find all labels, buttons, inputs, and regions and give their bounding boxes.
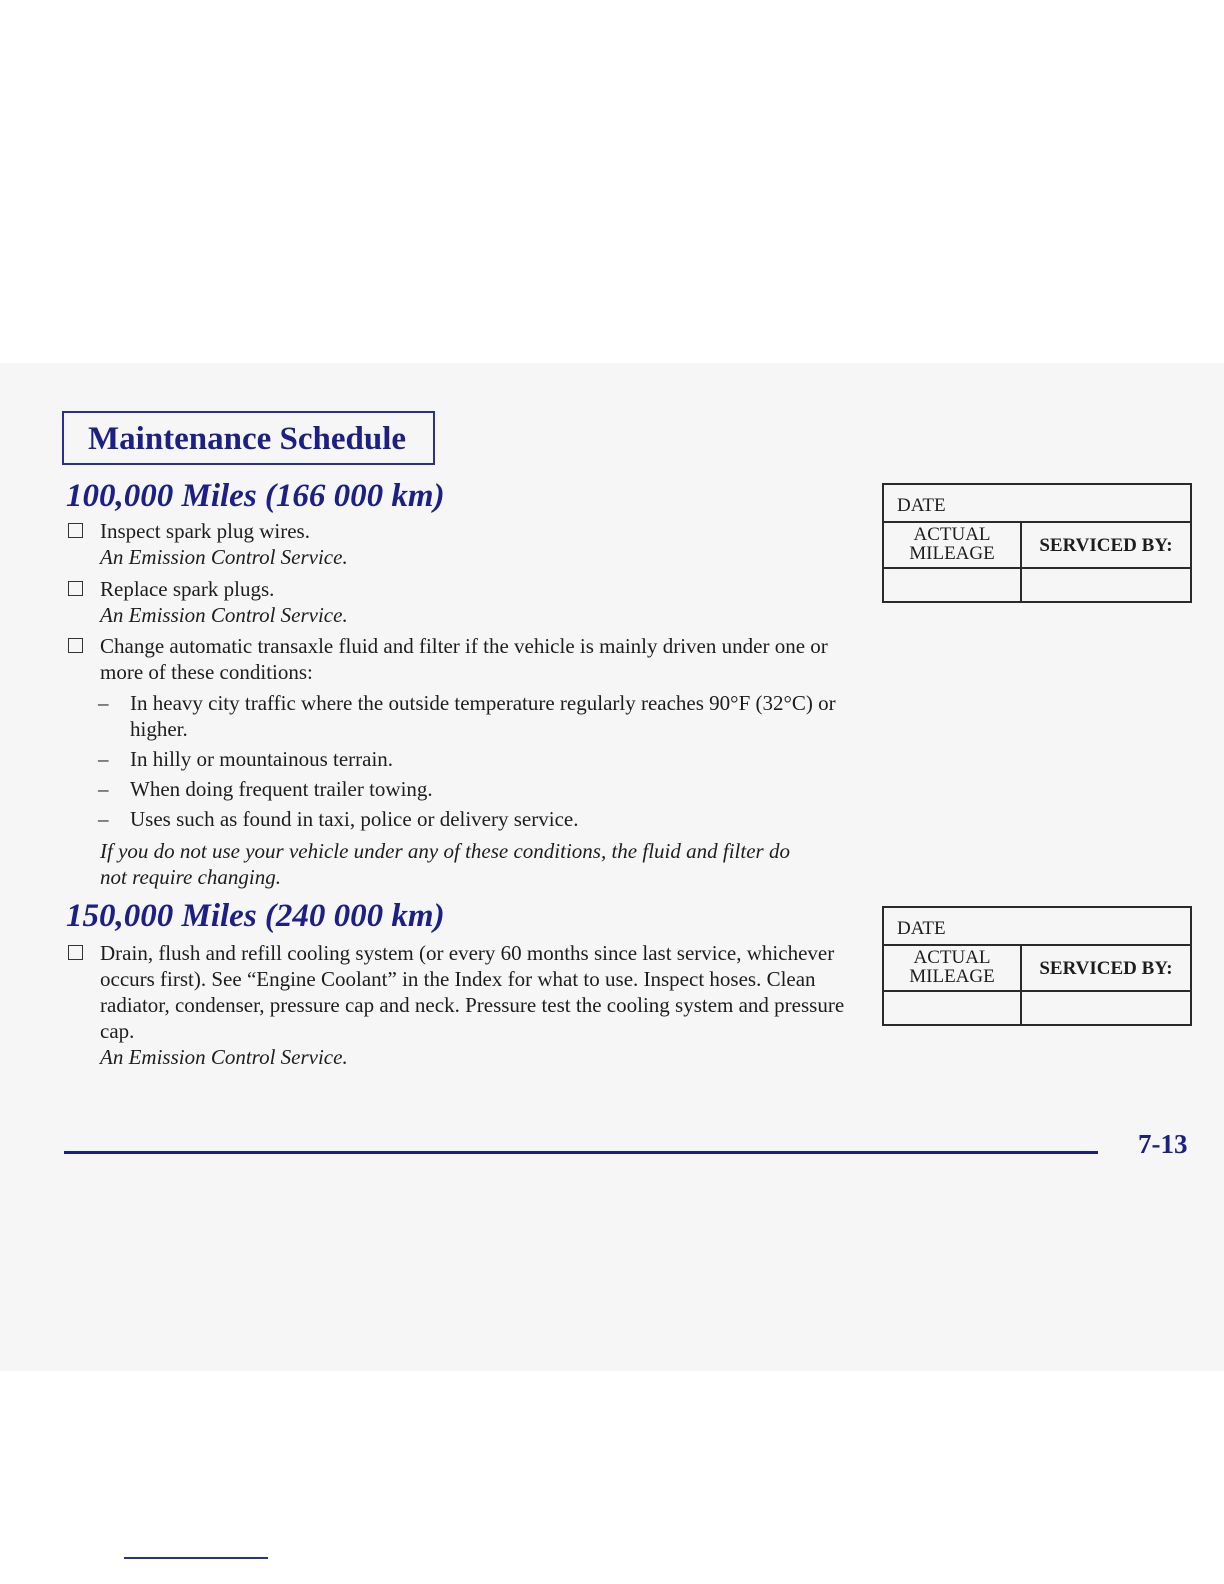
condition-item	[98, 806, 858, 832]
mileage-label: ACTUAL MILEAGE	[909, 947, 995, 987]
item-text: Change automatic transaxle fluid and filter if the vehicle is mainly driven under one or more of these conditions:	[100, 634, 828, 684]
mileage-label: ACTUAL MILEAGE	[909, 524, 995, 564]
column-divider	[1020, 523, 1022, 601]
item-text: Replace spark plugs.	[100, 577, 275, 601]
checklist-item	[66, 576, 866, 632]
condition-text: In heavy city traffic where the outside temperature regularly reaches 90°F (32°C) or higher.	[130, 691, 836, 741]
condition-text: Uses such as found in taxi, police or delivery service.	[130, 807, 579, 831]
interval-heading-100k: 100,000 Miles (166 000 km)	[66, 478, 445, 514]
date-row	[884, 908, 1190, 946]
mileage-row	[884, 523, 1190, 569]
service-record-box	[882, 483, 1192, 603]
service-record-box	[882, 906, 1192, 1026]
serviced-by-label: SERVICED BY:	[1039, 535, 1173, 556]
condition-text: In hilly or mountainous terrain.	[130, 747, 394, 771]
page-number: 7-13	[1138, 1129, 1188, 1159]
condition-item	[98, 746, 858, 772]
item-note: An Emission Control Service.	[100, 545, 348, 569]
condition-note: If you do not use your vehicle under any of these conditions, the fluid and filter do not require changing.	[100, 839, 790, 889]
date-label: DATE	[897, 495, 946, 516]
footer-rule	[64, 1151, 1098, 1154]
checklist-item	[66, 633, 866, 689]
dash-marker: –	[98, 807, 109, 831]
section-title-box	[62, 411, 435, 465]
checklist-item	[66, 518, 866, 574]
dash-marker: –	[98, 691, 109, 715]
checkbox-icon[interactable]	[68, 638, 83, 653]
condition-item	[98, 776, 858, 802]
interval-heading-150k: 150,000 Miles (240 000 km)	[66, 898, 445, 934]
column-divider	[1020, 946, 1022, 1024]
bottom-rule	[124, 1557, 268, 1559]
date-row	[884, 485, 1190, 523]
item-note: An Emission Control Service.	[100, 1045, 348, 1069]
checkbox-icon[interactable]	[68, 945, 83, 960]
dash-marker: –	[98, 747, 109, 771]
date-label: DATE	[897, 918, 946, 939]
serviced-by-label: SERVICED BY:	[1039, 958, 1173, 979]
checkbox-icon[interactable]	[68, 581, 83, 596]
condition-item	[98, 690, 858, 742]
condition-text: When doing frequent trailer towing.	[130, 777, 433, 801]
dash-marker: –	[98, 777, 109, 801]
item-text: Drain, flush and refill cooling system (or every 60 months since last service, whichever occurs first). See “Engine Coolant” in the Index for what to use. Inspect hoses. Clean radiator, condenser, pressure cap and neck. Pressure test the cooling system and pressure cap.	[100, 941, 845, 1043]
item-text: Inspect spark plug wires.	[100, 519, 310, 543]
checklist-item	[66, 940, 866, 1070]
page-title: Maintenance Schedule	[88, 421, 407, 457]
mileage-row	[884, 946, 1190, 992]
checkbox-icon[interactable]	[68, 523, 83, 538]
item-note: An Emission Control Service.	[100, 603, 348, 627]
